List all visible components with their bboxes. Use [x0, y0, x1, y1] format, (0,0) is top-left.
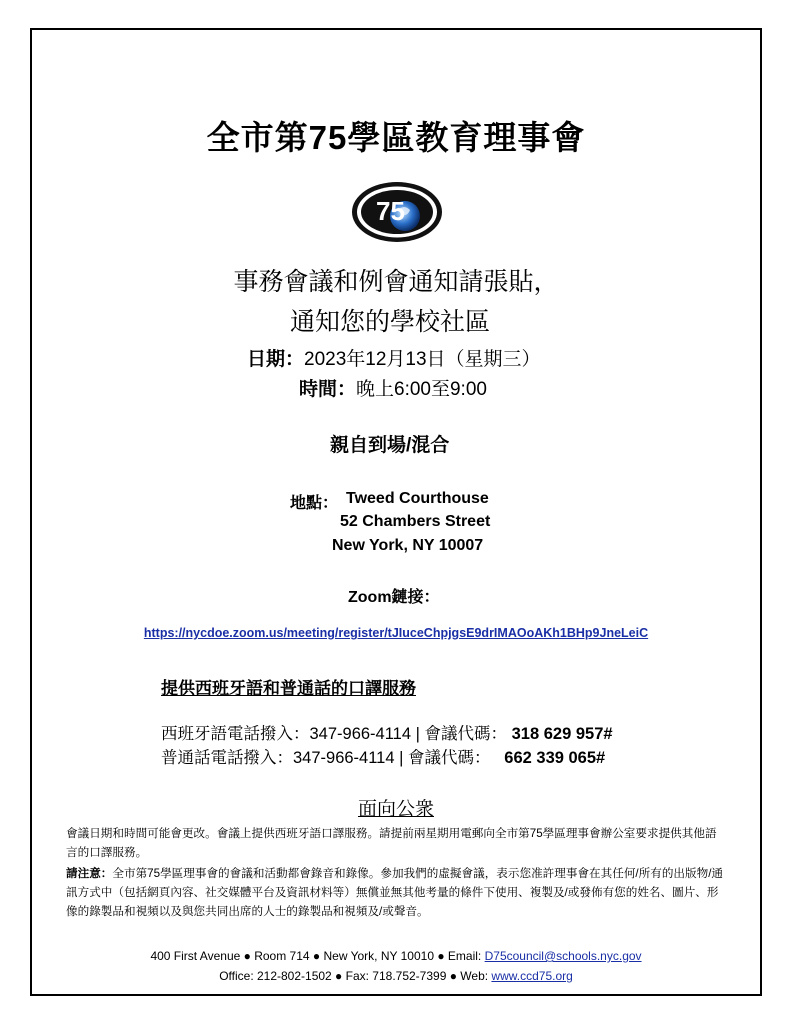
location-line-1: Tweed Courthouse [346, 490, 489, 507]
note-schedule: 會議日期和時間可能會更改。會議上提供西班牙語口譯服務。請提前兩星期用電郵向全市第75學區理事會辦公室要求提供其他語言的口譯服務。 [66, 827, 717, 859]
mandarin-code: 662 339 065# [504, 749, 606, 767]
location-line-3: New York, NY 10007 [332, 537, 484, 554]
note-recording-label: 請注意： [66, 867, 113, 880]
mandarin-label: 普通話電話撥入： [161, 749, 293, 767]
spanish-label: 西班牙語電話撥入： [161, 725, 310, 743]
district-75-logo [350, 180, 444, 244]
notice-line-1: 事務會議和例會通知請張貼， [233, 268, 559, 296]
logo-number: 75 [376, 196, 405, 226]
zoom-label: Zoom鏈接： [348, 589, 440, 606]
mandarin-code-label: 會議代碼： [408, 749, 491, 767]
location-line-2: 52 Chambers Street [340, 513, 491, 530]
separator: | [415, 725, 420, 743]
note-recording [66, 864, 726, 921]
interpretation-heading: 提供西班牙語和普通話的口譯服務 [161, 679, 416, 698]
separator: | [399, 749, 404, 767]
public-notes [66, 824, 726, 923]
location-label: 地點： [290, 495, 339, 512]
footer-email-link[interactable]: D75council@schools.nyc.gov [484, 949, 642, 963]
public-heading: 面向公衆 [357, 799, 434, 820]
zoom-registration-link[interactable]: https://nycdoe.zoom.us/meeting/register/tJIuceChpjgsE9drIMAOoAKh1BHp9JneLeiC [143, 626, 649, 640]
notice-line-2: 通知您的學校社區 [290, 308, 491, 336]
date-value: 2023年12月13日（星期三） [304, 349, 541, 370]
note-recording-text: 全市第75學區理事會的會議和活動都會錄音和錄像。參加我們的虛擬會議，表示您准許理事會在其任何/所有的出版物/通訊方式中（包括網頁內容、社交媒體平台及資訊材料等）無償並無其他考量的條件下使用、複製及/或發佈有您的姓名、圖片、形像的錄製品和視頻以及與您共同出席的人士的錄製品和視頻及/或聲音。 [66, 867, 724, 918]
spanish-dial-in [161, 720, 613, 744]
page-title: 全市第75學區教育理事會 [206, 119, 586, 156]
date-label: 日期： [247, 349, 305, 370]
footer-address-text: 400 First Avenue ● Room 714 ● New York, NY 10010 ● Email: [150, 949, 485, 963]
date-row [247, 344, 541, 371]
meeting-mode: 親自到場/混合 [330, 435, 450, 456]
footer-contact [0, 969, 792, 983]
mandarin-dial-in [161, 744, 605, 768]
spanish-phone: 347-966-4114 [309, 725, 412, 743]
time-row [299, 374, 487, 401]
footer-address [0, 949, 792, 963]
spanish-code: 318 629 957# [511, 725, 613, 743]
spanish-code-label: 會議代碼： [424, 725, 508, 743]
time-value: 晚上6:00至9:00 [356, 379, 487, 400]
mandarin-phone: 347-966-4114 [293, 749, 395, 767]
time-label: 時間： [299, 379, 357, 400]
footer-website-link[interactable]: www.ccd75.org [491, 969, 573, 983]
footer-contact-text: Office: 212-802-1502 ● Fax: 718.752-7399 ● Web: [219, 969, 492, 983]
